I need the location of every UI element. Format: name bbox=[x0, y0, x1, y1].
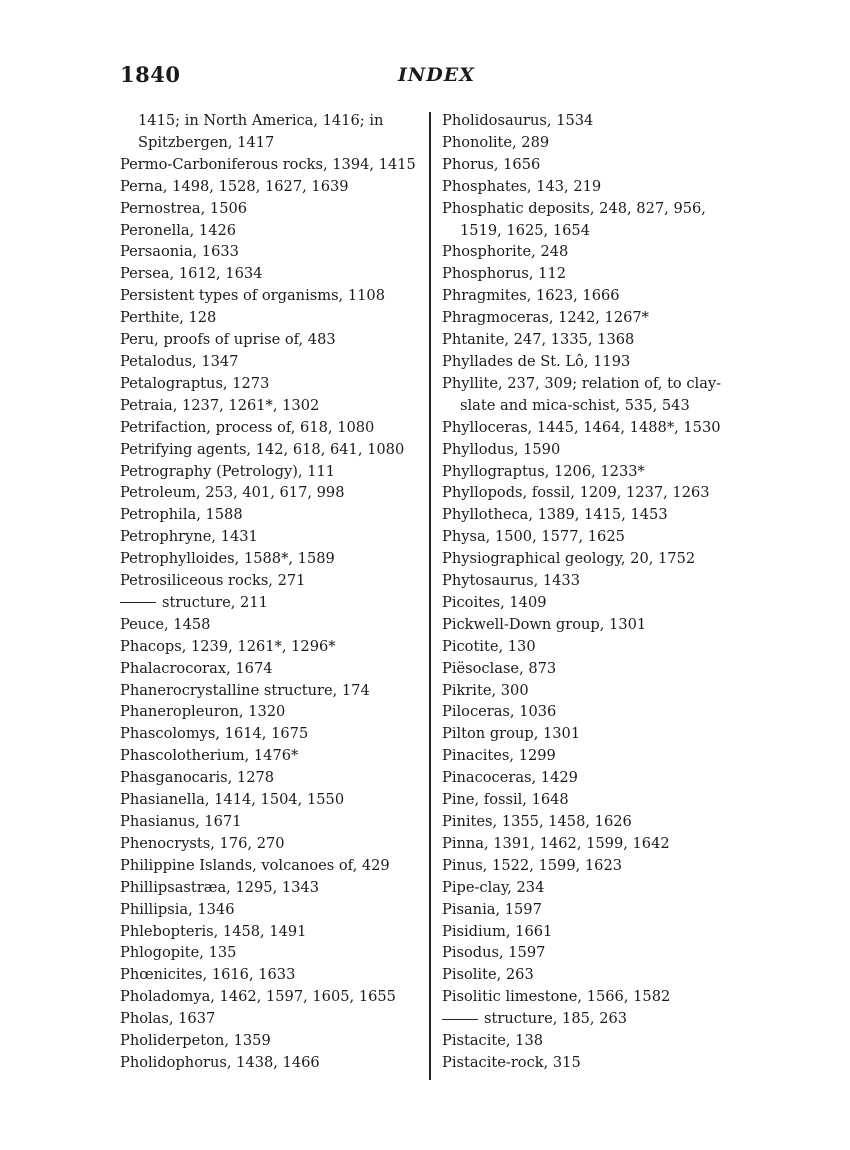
index-entry bbox=[442, 789, 742, 811]
index-entry-text: Phyllopods, fossil, 1209, 1237, 1263 bbox=[442, 484, 710, 502]
index-entry bbox=[120, 439, 430, 461]
index-entry-text: Phragmoceras, 1242, 1267* bbox=[442, 309, 649, 327]
index-entry bbox=[442, 767, 742, 789]
index-entry bbox=[120, 482, 430, 504]
index-entry-text: Pisolite, 263 bbox=[442, 966, 534, 984]
index-entry bbox=[442, 855, 742, 877]
index-entry bbox=[442, 701, 742, 723]
index-entry bbox=[120, 132, 430, 154]
column-divider bbox=[429, 112, 431, 1080]
index-entry-text: Pisolitic limestone, 1566, 1582 bbox=[442, 988, 671, 1006]
index-entry-text: Phtanite, 247, 1335, 1368 bbox=[442, 331, 635, 349]
index-entry bbox=[120, 329, 430, 351]
index-entry bbox=[120, 723, 430, 745]
index-entry bbox=[120, 592, 430, 614]
index-entry bbox=[120, 701, 430, 723]
index-entry bbox=[442, 461, 742, 483]
index-entry bbox=[120, 986, 430, 1008]
index-entry bbox=[120, 614, 430, 636]
index-entry-text: Pine, fossil, 1648 bbox=[442, 791, 569, 809]
index-entry-text: Phosphates, 143, 219 bbox=[442, 177, 602, 195]
index-entry-text: Petalodus, 1347 bbox=[120, 352, 239, 370]
index-entry-text: Peuce, 1458 bbox=[120, 615, 211, 633]
index-entry bbox=[442, 504, 742, 526]
index-entry bbox=[442, 263, 742, 285]
index-entry-text: Petraia, 1237, 1261*, 1302 bbox=[120, 396, 320, 414]
page-number: 1840 bbox=[120, 62, 181, 87]
index-entry-text: Phenocrysts, 176, 270 bbox=[120, 834, 285, 852]
index-entry-text: Persea, 1612, 1634 bbox=[120, 265, 263, 283]
index-entry-text: Phalacrocorax, 1674 bbox=[120, 659, 273, 677]
index-entry bbox=[442, 658, 742, 680]
index-entry bbox=[120, 548, 430, 570]
index-entry bbox=[120, 526, 430, 548]
index-entry bbox=[120, 198, 430, 220]
running-head: INDEX bbox=[398, 64, 475, 86]
index-entry bbox=[442, 964, 742, 986]
index-entry-text: Peru, proofs of uprise of, 483 bbox=[120, 331, 336, 349]
index-entry-text: Pisania, 1597 bbox=[442, 900, 542, 918]
index-entry bbox=[120, 658, 430, 680]
index-entry-text: Phyllite, 237, 309; relation of, to clay- bbox=[442, 374, 722, 392]
index-entry-text: Phyllograptus, 1206, 1233* bbox=[442, 462, 645, 480]
index-entry bbox=[120, 855, 430, 877]
index-entry bbox=[120, 351, 430, 373]
index-entry bbox=[120, 877, 430, 899]
index-entry-text: Pisodus, 1597 bbox=[442, 944, 546, 962]
index-entry-text: 1519, 1625, 1654 bbox=[460, 221, 590, 239]
index-entry-text: Philippine Islands, volcanoes of, 429 bbox=[120, 856, 390, 874]
index-entry bbox=[442, 526, 742, 548]
index-entry bbox=[442, 439, 742, 461]
index-entry-text: Picotite, 130 bbox=[442, 637, 536, 655]
index-entry-text: Phragmites, 1623, 1666 bbox=[442, 287, 620, 305]
index-entry-text: Petrophryne, 1431 bbox=[120, 528, 258, 546]
index-entry-text: Phytosaurus, 1433 bbox=[442, 572, 580, 590]
index-entry-text: Phlogopite, 135 bbox=[120, 944, 237, 962]
index-entry-text: Pinacoceras, 1429 bbox=[442, 769, 578, 787]
index-entry-text: Petalograptus, 1273 bbox=[120, 374, 270, 392]
index-entry-text: Pholidophorus, 1438, 1466 bbox=[120, 1053, 320, 1071]
index-entry-text: Petroleum, 253, 401, 617, 998 bbox=[120, 484, 345, 502]
index-entry bbox=[120, 1030, 430, 1052]
index-entry bbox=[442, 811, 742, 833]
index-entry bbox=[442, 110, 742, 132]
index-entry bbox=[442, 220, 742, 242]
index-entry-text: Phyllotheca, 1389, 1415, 1453 bbox=[442, 506, 668, 524]
index-entry-text: Phonolite, 289 bbox=[442, 133, 550, 151]
index-entry-text: Pholadomya, 1462, 1597, 1605, 1655 bbox=[120, 988, 396, 1006]
index-entry bbox=[120, 263, 430, 285]
index-entry-text: Pisidium, 1661 bbox=[442, 922, 553, 940]
index-entry-text: Phacops, 1239, 1261*, 1296* bbox=[120, 637, 336, 655]
index-entry-text: Phillipsia, 1346 bbox=[120, 900, 235, 918]
index-entry bbox=[442, 395, 742, 417]
index-entry-text: Pinacites, 1299 bbox=[442, 747, 556, 765]
index-entry-text: Phasganocaris, 1278 bbox=[120, 769, 275, 787]
index-column-right bbox=[442, 110, 742, 1074]
index-entry bbox=[442, 877, 742, 899]
index-entry bbox=[442, 723, 742, 745]
index-column-left bbox=[120, 110, 430, 1074]
index-entry-text: Phillipsastræa, 1295, 1343 bbox=[120, 878, 320, 896]
index-entry bbox=[120, 1008, 430, 1030]
index-entry bbox=[120, 373, 430, 395]
index-entry-text: Pholidosaurus, 1534 bbox=[442, 112, 594, 129]
index-entry bbox=[442, 1030, 742, 1052]
index-entry-text: Phascolotherium, 1476* bbox=[120, 747, 299, 765]
index-entry-text: Pernostrea, 1506 bbox=[120, 199, 248, 217]
index-entry-text: Petrifying agents, 142, 618, 641, 1080 bbox=[120, 440, 405, 458]
index-entry bbox=[442, 285, 742, 307]
index-entry bbox=[442, 241, 742, 263]
index-entry bbox=[120, 899, 430, 921]
index-entry-text: Phascolomys, 1614, 1675 bbox=[120, 725, 309, 743]
index-entry-text: Phœnicites, 1616, 1633 bbox=[120, 966, 296, 984]
index-entry-text: Perna, 1498, 1528, 1627, 1639 bbox=[120, 177, 349, 195]
index-entry-text: Phosphorite, 248 bbox=[442, 243, 569, 261]
index-entry-text: Phosphatic deposits, 248, 827, 956, bbox=[442, 199, 706, 217]
index-entry-text: Phanerocrystalline structure, 174 bbox=[120, 681, 370, 699]
index-entry bbox=[120, 921, 430, 943]
index-entry-text: Pickwell-Down group, 1301 bbox=[442, 615, 647, 633]
index-entry bbox=[442, 548, 742, 570]
index-entry-text: Petrophila, 1588 bbox=[120, 506, 243, 524]
index-entry bbox=[442, 680, 742, 702]
index-entry bbox=[442, 986, 742, 1008]
index-entry bbox=[442, 899, 742, 921]
index-entry bbox=[442, 373, 742, 395]
index-entry bbox=[120, 570, 430, 592]
index-entry-text: Pinus, 1522, 1599, 1623 bbox=[442, 856, 623, 874]
index-entry bbox=[120, 461, 430, 483]
index-entry bbox=[120, 417, 430, 439]
index-entry-text: Pilton group, 1301 bbox=[442, 725, 581, 743]
index-entry bbox=[442, 307, 742, 329]
index-entry bbox=[120, 176, 430, 198]
ditto-dash bbox=[120, 602, 156, 603]
index-entry bbox=[120, 1052, 430, 1074]
index-entry-text: Pinna, 1391, 1462, 1599, 1642 bbox=[442, 834, 670, 852]
index-entry bbox=[120, 220, 430, 242]
index-entry-text: Phylloceras, 1445, 1464, 1488*, 1530 bbox=[442, 418, 721, 436]
index-entry bbox=[442, 482, 742, 504]
index-entry bbox=[120, 745, 430, 767]
index-entry-text: Phasianella, 1414, 1504, 1550 bbox=[120, 791, 345, 809]
index-entry-text: Phaneropleuron, 1320 bbox=[120, 703, 286, 721]
index-entry bbox=[120, 307, 430, 329]
index-entry bbox=[442, 329, 742, 351]
index-entry-text: Pikrite, 300 bbox=[442, 681, 529, 699]
index-entry-text: Physa, 1500, 1577, 1625 bbox=[442, 528, 625, 546]
index-entry bbox=[442, 351, 742, 373]
index-entry-text: Piësoclase, 873 bbox=[442, 659, 557, 677]
index-entry bbox=[120, 285, 430, 307]
index-entry bbox=[120, 767, 430, 789]
index-entry-text: structure, 185, 263 bbox=[484, 1010, 628, 1028]
index-entry bbox=[120, 504, 430, 526]
index-entry-text: Phyllades de St. Lô, 1193 bbox=[442, 352, 631, 370]
index-entry bbox=[442, 154, 742, 176]
index-entry bbox=[442, 745, 742, 767]
index-entry-text: Physiographical geology, 20, 1752 bbox=[442, 550, 696, 568]
index-entry-text: Permo-Carboniferous rocks, 1394, 1415 bbox=[120, 155, 416, 173]
index-entry-text: Pholas, 1637 bbox=[120, 1010, 216, 1028]
index-entry bbox=[442, 570, 742, 592]
index-entry-text: Phasianus, 1671 bbox=[120, 813, 242, 830]
index-entry-text: Persistent types of organisms, 1108 bbox=[120, 287, 385, 305]
index-entry-text: Petrosiliceous rocks, 271 bbox=[120, 572, 306, 590]
index-entry bbox=[120, 964, 430, 986]
index-entry bbox=[120, 110, 430, 132]
index-entry-text: 1415; in North America, 1416; in bbox=[138, 112, 384, 129]
index-entry-text: Pistacite, 138 bbox=[442, 1032, 544, 1050]
index-entry-text: Phosphorus, 112 bbox=[442, 265, 567, 283]
index-entry-text: structure, 211 bbox=[162, 593, 268, 611]
index-entry bbox=[442, 921, 742, 943]
index-entry bbox=[120, 811, 430, 833]
index-entry bbox=[120, 942, 430, 964]
index-entry-text: Pholiderpeton, 1359 bbox=[120, 1032, 271, 1050]
index-entry-text: Spitzbergen, 1417 bbox=[138, 133, 275, 151]
index-entry bbox=[442, 1052, 742, 1074]
index-entry bbox=[442, 614, 742, 636]
index-entry-text: Peronella, 1426 bbox=[120, 221, 237, 239]
index-entry-text: Pistacite-rock, 315 bbox=[442, 1053, 581, 1071]
index-entry bbox=[442, 942, 742, 964]
index-entry-text: Petrophylloides, 1588*, 1589 bbox=[120, 550, 335, 568]
index-entry-text: Petrifaction, process of, 618, 1080 bbox=[120, 418, 375, 436]
index-entry bbox=[120, 395, 430, 417]
index-entry-text: Pinites, 1355, 1458, 1626 bbox=[442, 813, 632, 830]
index-entry-text: Phorus, 1656 bbox=[442, 155, 541, 173]
index-entry bbox=[120, 241, 430, 263]
index-entry bbox=[442, 132, 742, 154]
index-entry bbox=[442, 636, 742, 658]
index-entry bbox=[442, 417, 742, 439]
index-entry bbox=[442, 176, 742, 198]
index-entry bbox=[120, 636, 430, 658]
index-entry bbox=[442, 198, 742, 220]
index-entry-text: Picoites, 1409 bbox=[442, 593, 547, 611]
index-entry bbox=[120, 789, 430, 811]
index-entry bbox=[442, 1008, 742, 1030]
index-entry-text: Persaonia, 1633 bbox=[120, 243, 239, 261]
index-entry-text: Pipe-clay, 234 bbox=[442, 878, 545, 896]
ditto-dash bbox=[442, 1019, 478, 1020]
index-entry-text: Petrography (Petrology), 111 bbox=[120, 462, 336, 480]
index-entry bbox=[120, 680, 430, 702]
index-entry-text: slate and mica-schist, 535, 543 bbox=[460, 396, 690, 414]
index-entry-text: Piloceras, 1036 bbox=[442, 703, 557, 721]
index-entry-text: Perthite, 128 bbox=[120, 309, 217, 327]
index-entry bbox=[120, 154, 430, 176]
index-entry bbox=[442, 592, 742, 614]
index-entry bbox=[442, 833, 742, 855]
index-entry bbox=[120, 833, 430, 855]
index-entry-text: Phyllodus, 1590 bbox=[442, 440, 561, 458]
page-header bbox=[120, 62, 730, 92]
index-entry-text: Phlebopteris, 1458, 1491 bbox=[120, 922, 307, 940]
